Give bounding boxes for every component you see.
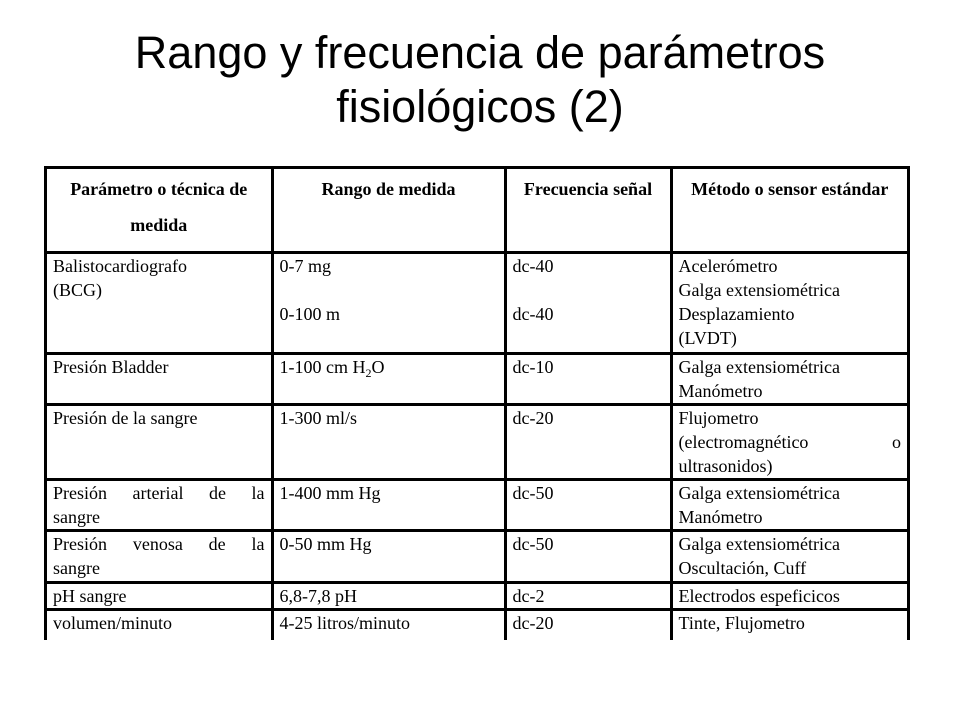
parameters-table-container: [44, 166, 910, 640]
cell-method: [671, 531, 907, 583]
table-row: [47, 354, 907, 405]
cell-text: Galga extensiométrica: [678, 534, 840, 554]
cell-text: Galga extensiométrica: [678, 357, 840, 377]
cell-text: Electrodos espeficicos: [678, 586, 840, 606]
cell-method: [671, 610, 907, 641]
header-parameter: [47, 169, 272, 253]
cell-text: Galga extensiométrica: [678, 483, 840, 503]
slide-title-line-1: Rango y frecuencia de parámetros: [134, 27, 826, 78]
header-range: [272, 169, 505, 253]
slide-title-line-2: fisiológicos (2): [336, 81, 624, 132]
cell-frequency: [505, 405, 671, 480]
cell-text: dc-40: [512, 256, 554, 276]
header-range-line-1: Rango de medida: [321, 179, 456, 199]
cell-parameter: [47, 253, 272, 354]
cell-text: volumen/minuto: [53, 613, 172, 633]
table-row: [47, 480, 907, 531]
cell-text: dc-10: [512, 357, 554, 377]
cell-text: Presión de la sangre: [53, 408, 198, 428]
header-method-line-1: Método o sensor: [691, 179, 817, 199]
cell-range: [272, 583, 505, 610]
header-method-line-2: estándar: [821, 179, 889, 199]
cell-text: Acelerómetro: [678, 256, 778, 276]
cell-text: Manómetro: [678, 507, 763, 527]
cell-text: 0-50 mm Hg: [279, 534, 372, 554]
cell-method: [671, 583, 907, 610]
header-parameter-line-2: de medida: [130, 179, 248, 235]
cell-text: 4-25 litros/minuto: [279, 613, 410, 633]
table-row: [47, 610, 907, 641]
cell-text: Galga extensiométrica: [678, 280, 840, 300]
cell-text: ultrasonidos): [678, 456, 773, 476]
cell-range: [272, 253, 505, 354]
cell-text: sangre: [53, 507, 100, 527]
cell-text: dc-50: [512, 483, 554, 503]
cell-frequency: [505, 354, 671, 405]
cell-text: 6,8-7,8 pH: [279, 586, 357, 606]
cell-text: sangre: [53, 558, 100, 578]
cell-text: (electromagnético o: [678, 432, 901, 452]
cell-text: Presión Bladder: [53, 357, 169, 377]
table-header-row: [47, 169, 907, 253]
cell-method: [671, 253, 907, 354]
header-frequency: [505, 169, 671, 253]
cell-parameter: [47, 354, 272, 405]
cell-parameter: [47, 583, 272, 610]
cell-frequency: [505, 253, 671, 354]
cell-text: (LVDT): [678, 328, 737, 348]
cell-parameter: [47, 405, 272, 480]
cell-text: 0-7 mg: [279, 256, 331, 276]
cell-text: dc-50: [512, 534, 554, 554]
header-frequency-line-2: señal: [613, 179, 653, 199]
cell-method: [671, 354, 907, 405]
cell-text: pH sangre: [53, 586, 127, 606]
header-parameter-line-1: Parámetro o técnica: [70, 179, 225, 199]
cell-range: [272, 610, 505, 641]
slide-title: [0, 26, 960, 134]
cell-frequency: [505, 610, 671, 641]
cell-range: [272, 405, 505, 480]
table-row: [47, 583, 907, 610]
cell-text: (BCG): [53, 280, 102, 300]
cell-text: Manómetro: [678, 381, 763, 401]
cell-text: dc-20: [512, 613, 554, 633]
cell-text: 1-100 cm H: [279, 357, 366, 377]
cell-text: Oscultación, Cuff: [678, 558, 807, 578]
cell-parameter: [47, 480, 272, 531]
cell-text: Balistocardiografo: [53, 256, 187, 276]
cell-text: Presión arterial de la: [53, 483, 265, 503]
cell-range-composite: [280, 355, 498, 379]
cell-text: 1-300 ml/s: [279, 408, 358, 428]
cell-text: 1-400 mm Hg: [279, 483, 381, 503]
cell-frequency: [505, 583, 671, 610]
cell-frequency: [505, 531, 671, 583]
table-row: [47, 405, 907, 480]
table-row: [47, 531, 907, 583]
cell-text: Desplazamiento: [678, 304, 795, 324]
cell-frequency: [505, 480, 671, 531]
cell-range: [272, 531, 505, 583]
header-method: [671, 169, 907, 253]
table-row: [47, 253, 907, 354]
cell-method: [671, 405, 907, 480]
parameters-table: [47, 169, 907, 640]
cell-parameter: [47, 610, 272, 641]
cell-text: Flujometro: [678, 408, 759, 428]
cell-range: [272, 354, 505, 405]
cell-range: [272, 480, 505, 531]
cell-text: dc-40: [512, 304, 554, 324]
cell-text: dc-20: [512, 408, 554, 428]
cell-method: [671, 480, 907, 531]
cell-text: Tinte, Flujometro: [678, 613, 805, 633]
cell-text: O: [371, 357, 385, 377]
subscript-text: 2: [365, 366, 372, 380]
cell-text: 0-100 m: [279, 304, 340, 324]
cell-text: Presión venosa de la: [53, 534, 265, 554]
header-frequency-line-1: Frecuencia: [523, 179, 609, 199]
cell-parameter: [47, 531, 272, 583]
cell-text: dc-2: [512, 586, 545, 606]
